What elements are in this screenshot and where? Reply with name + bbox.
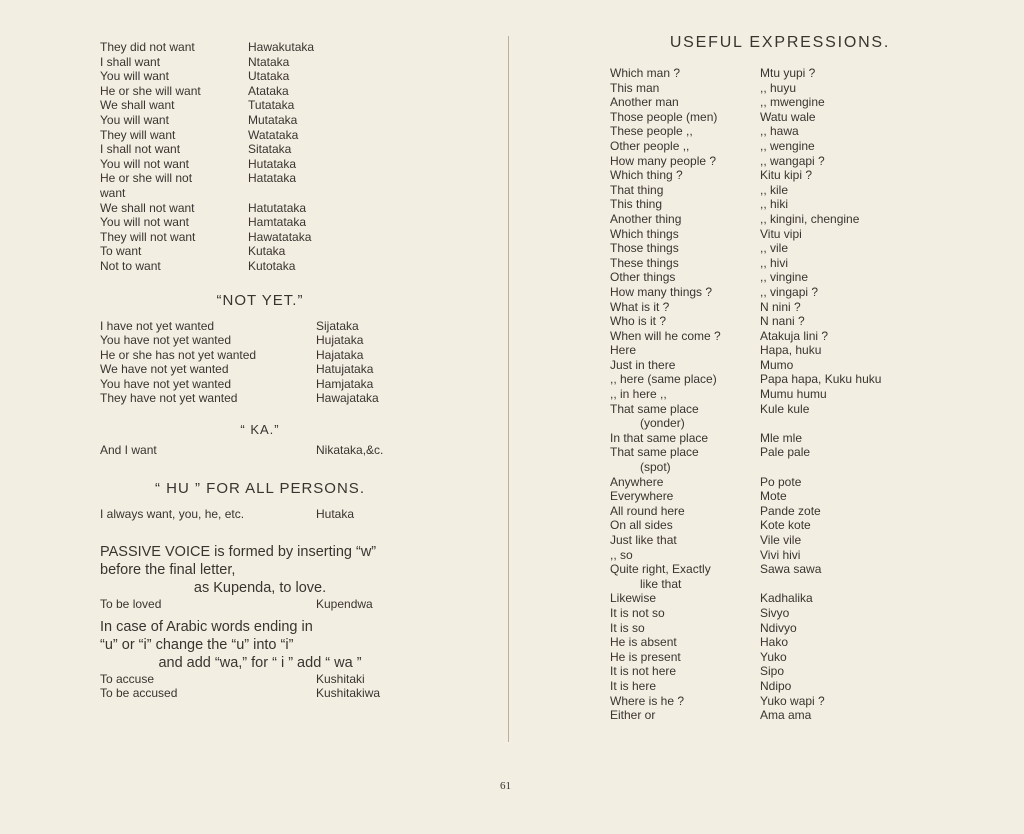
english-phrase: That thing: [610, 182, 664, 197]
passive-english: To be loved: [100, 597, 162, 612]
swahili-phrase: ,, vingapi ?: [760, 284, 819, 299]
english-phrase: To accuse: [100, 671, 155, 686]
swahili-phrase: ,, vingine: [760, 270, 809, 285]
table-row: [610, 197, 950, 212]
table-row: [610, 110, 950, 125]
english-phrase: He or she has not yet wanted: [100, 347, 257, 362]
table-row: [610, 621, 950, 636]
english-phrase: I have not yet wanted: [100, 318, 215, 333]
arabic-line-1: In case of Arabic words ending in: [100, 618, 313, 635]
english-phrase: To be accused: [100, 686, 178, 701]
english-phrase: like that: [640, 576, 682, 591]
swahili-phrase: Hatataka: [248, 171, 297, 186]
table-row: [100, 55, 420, 70]
table-row: [610, 606, 950, 621]
swahili-phrase: Kule kule: [760, 401, 810, 416]
english-phrase: You will not want: [100, 215, 189, 230]
english-phrase: You have not yet wanted: [100, 333, 231, 348]
table-row: [100, 348, 420, 363]
swahili-phrase: Mumo: [760, 357, 794, 372]
passive-row: [100, 597, 420, 612]
english-phrase: How many things ?: [610, 284, 713, 299]
table-row: [100, 259, 420, 274]
english-phrase: That same place: [610, 401, 699, 416]
english-phrase: Other things: [610, 270, 676, 285]
table-row: [610, 460, 950, 475]
table-row: [610, 212, 950, 227]
table-row: [100, 230, 420, 245]
table-row: [100, 201, 420, 216]
swahili-phrase: Hutataka: [248, 156, 297, 171]
table-row: [100, 113, 420, 128]
swahili-phrase: Sitataka: [248, 142, 292, 157]
table-row: [610, 562, 950, 577]
swahili-phrase: ,, wengine: [760, 138, 815, 153]
page-gutter-divider: [508, 36, 509, 742]
swahili-phrase: Watataka: [248, 127, 299, 142]
swahili-phrase: ,, kingini, chengine: [760, 211, 860, 226]
table-row: [100, 157, 420, 172]
swahili-phrase: Pande zote: [760, 503, 821, 518]
not-yet-table: [100, 319, 420, 407]
swahili-phrase: Hawajataka: [316, 391, 379, 406]
table-row: [100, 319, 420, 334]
english-phrase: ,, here (same place): [610, 372, 717, 387]
swahili-phrase: Hawakutaka: [248, 40, 315, 54]
swahili-phrase: Sijataka: [316, 318, 359, 333]
table-row: [100, 672, 420, 687]
swahili-phrase: Ama ama: [760, 708, 812, 723]
table-row: [610, 650, 950, 665]
accuse-table: [100, 672, 420, 701]
swahili-phrase: Mumu humu: [760, 387, 827, 402]
english-phrase: You will want: [100, 69, 169, 84]
english-phrase: You have not yet wanted: [100, 376, 231, 391]
swahili-phrase: Atataka: [248, 83, 289, 98]
table-row: [610, 372, 950, 387]
swahili-phrase: Hajataka: [316, 347, 364, 362]
english-phrase: Just in there: [610, 357, 676, 372]
swahili-phrase: Mle mle: [760, 430, 803, 445]
english-phrase: ,, so: [610, 547, 633, 562]
passive-voice-section: [100, 543, 420, 597]
table-row: [100, 142, 420, 157]
swahili-phrase: Watu wale: [760, 109, 816, 124]
swahili-phrase: Tutataka: [248, 98, 295, 113]
table-row: [610, 124, 950, 139]
table-row: [610, 518, 950, 533]
english-phrase: I shall not want: [100, 142, 181, 157]
table-row: [610, 183, 950, 198]
table-row: [100, 186, 420, 201]
swahili-phrase: Kutotaka: [248, 258, 296, 273]
english-phrase: want: [100, 185, 126, 200]
swahili-phrase: Mtu yupi ?: [760, 66, 816, 80]
useful-expressions-title: USEFUL EXPRESSIONS.: [669, 34, 891, 51]
english-phrase: Quite right, Exactly: [610, 562, 711, 577]
table-row: [610, 168, 950, 183]
english-phrase: How many people ?: [610, 153, 717, 168]
table-row: [610, 139, 950, 154]
table-row: [100, 377, 420, 392]
left-page: [100, 40, 420, 701]
english-phrase: It is so: [610, 620, 645, 635]
table-row: [610, 664, 950, 679]
table-row: [610, 314, 950, 329]
hu-heading: “ HU ” FOR ALL PERSONS.: [155, 479, 365, 497]
swahili-phrase: ,, hawa: [760, 124, 799, 139]
swahili-phrase: ,, vile: [760, 241, 789, 256]
english-phrase: Those things: [610, 241, 679, 256]
english-phrase: We have not yet wanted: [100, 362, 229, 377]
table-row: [100, 362, 420, 377]
table-row: [610, 256, 950, 271]
english-phrase: Which thing ?: [610, 168, 683, 183]
swahili-phrase: ,, hivi: [760, 255, 789, 270]
english-phrase: ,, in here ,,: [610, 387, 667, 402]
table-row: [610, 66, 950, 81]
english-phrase: This man: [610, 80, 660, 95]
english-phrase: To want: [100, 244, 142, 259]
english-phrase: Those people (men): [610, 109, 718, 124]
table-row: [610, 533, 950, 548]
table-row: [610, 241, 950, 256]
swahili-phrase: Utataka: [248, 69, 290, 84]
table-row: [100, 84, 420, 99]
english-phrase: These people ,,: [610, 124, 693, 139]
english-phrase: I shall want: [100, 54, 161, 69]
table-row: [610, 81, 950, 96]
swahili-phrase: Pale pale: [760, 445, 811, 460]
english-phrase: You will not want: [100, 156, 189, 171]
swahili-phrase: Sivyo: [760, 605, 790, 620]
swahili-phrase: Sipo: [760, 664, 785, 679]
english-phrase: Which man ?: [610, 66, 681, 80]
table-row: [610, 679, 950, 694]
swahili-phrase: Hatujataka: [316, 362, 374, 377]
english-phrase: We shall want: [100, 98, 175, 113]
english-phrase: They have not yet wanted: [100, 391, 238, 406]
table-row: [610, 489, 950, 504]
table-row: [610, 270, 950, 285]
arabic-line-3: and add “wa,” for “ i ” add “ wa ”: [158, 654, 362, 671]
english-phrase: It is not here: [610, 664, 677, 679]
swahili-phrase: Hapa, huku: [760, 343, 822, 358]
ka-english: And I want: [100, 443, 157, 458]
swahili-phrase: Kutaka: [248, 244, 286, 259]
table-row: [610, 475, 950, 490]
table-row: [610, 402, 950, 417]
hu-english: I always want, you, he, etc.: [100, 506, 245, 521]
table-row: [610, 504, 950, 519]
english-phrase: Where is he ?: [610, 693, 685, 708]
table-row: [100, 244, 420, 259]
swahili-phrase: Hamtataka: [248, 215, 307, 230]
swahili-phrase: Yuko wapi ?: [760, 693, 825, 708]
swahili-phrase: Ntataka: [248, 54, 290, 69]
swahili-phrase: Kote kote: [760, 518, 811, 533]
swahili-phrase: ,, wangapi ?: [760, 153, 825, 168]
ka-swahili: Nikataka,&c.: [316, 443, 384, 458]
swahili-phrase: Kitu kipi ?: [760, 168, 813, 183]
english-phrase: It is here: [610, 678, 657, 693]
table-row: [610, 548, 950, 563]
english-phrase: This thing: [610, 197, 663, 212]
english-phrase: It is not so: [610, 605, 665, 620]
swahili-phrase: Mote: [760, 489, 787, 504]
english-phrase: What is it ?: [610, 299, 670, 314]
english-phrase: He is absent: [610, 635, 677, 650]
english-phrase: Another man: [610, 95, 679, 110]
swahili-phrase: Hamjataka: [316, 376, 374, 391]
table-row: [610, 431, 950, 446]
table-row: [610, 416, 950, 431]
english-phrase: He or she will want: [100, 83, 201, 98]
swahili-phrase: ,, huyu: [760, 80, 797, 95]
arabic-section: [100, 618, 420, 672]
table-row: [610, 343, 950, 358]
table-row: [610, 635, 950, 650]
english-phrase: We shall not want: [100, 200, 195, 215]
swahili-phrase: Vile vile: [760, 533, 802, 547]
swahili-phrase: Papa hapa, Kuku huku: [760, 372, 882, 387]
swahili-phrase: Vivi hivi: [760, 547, 801, 562]
english-phrase: Just like that: [610, 533, 677, 547]
english-phrase: All round here: [610, 503, 685, 518]
passive-example-line: as Kupenda, to love.: [193, 580, 327, 597]
swahili-phrase: N nini ?: [760, 299, 801, 314]
ka-row: [100, 443, 420, 458]
table-row: [610, 577, 950, 592]
table-row: [100, 128, 420, 143]
english-phrase: These things: [610, 255, 679, 270]
swahili-phrase: Ndivyo: [760, 620, 797, 635]
table-row: [610, 445, 950, 460]
english-phrase: They will not want: [100, 229, 196, 244]
swahili-phrase: N nani ?: [760, 314, 805, 329]
table-row: [100, 333, 420, 348]
english-phrase: (spot): [640, 460, 671, 475]
swahili-phrase: ,, hiki: [760, 197, 789, 212]
table-row: [100, 98, 420, 113]
passive-swahili: Kupendwa: [316, 597, 373, 612]
table-row: [610, 591, 950, 606]
english-phrase: They did not want: [100, 40, 195, 54]
table-row: [610, 708, 950, 723]
swahili-phrase: Mutataka: [248, 112, 298, 127]
swahili-phrase: Po pote: [760, 474, 802, 489]
swahili-phrase: ,, kile: [760, 182, 789, 197]
swahili-phrase: Kushitaki: [316, 671, 365, 686]
swahili-phrase: ,, mwengine: [760, 95, 825, 110]
hu-swahili: Hutaka: [316, 506, 355, 521]
swahili-phrase: Kushitakiwa: [316, 686, 381, 701]
swahili-phrase: Hujataka: [316, 333, 364, 348]
table-row: [610, 387, 950, 402]
table-row: [100, 391, 420, 406]
english-phrase: Other people ,,: [610, 138, 690, 153]
english-phrase: He is present: [610, 649, 681, 664]
swahili-phrase: Vitu vipi: [760, 226, 802, 241]
english-phrase: Which things: [610, 226, 679, 241]
english-phrase: When will he come ?: [610, 328, 721, 343]
table-row: [100, 215, 420, 230]
swahili-phrase: Ndipo: [760, 678, 792, 693]
english-phrase: Another thing: [610, 211, 682, 226]
page-number: 61: [500, 780, 511, 792]
english-phrase: You will want: [100, 112, 169, 127]
table-row: [610, 329, 950, 344]
english-phrase: He or she will not: [100, 171, 193, 186]
english-phrase: Likewise: [610, 591, 657, 606]
english-phrase: Not to want: [100, 258, 161, 273]
swahili-phrase: Yuko: [760, 649, 787, 664]
table-row: [610, 95, 950, 110]
right-page: [610, 34, 950, 723]
table-row: [100, 686, 420, 701]
english-phrase: They will want: [100, 127, 176, 142]
table-row: [100, 69, 420, 84]
english-phrase: (yonder): [640, 416, 685, 431]
english-phrase: In that same place: [610, 430, 709, 445]
english-phrase: Who is it ?: [610, 314, 667, 329]
table-row: [610, 358, 950, 373]
swahili-phrase: Hatutataka: [248, 200, 307, 215]
table-row: [610, 300, 950, 315]
swahili-phrase: Hawatataka: [248, 229, 312, 244]
table-row: [610, 154, 950, 169]
english-phrase: Everywhere: [610, 489, 674, 504]
english-phrase: Either or: [610, 708, 656, 723]
english-phrase: Anywhere: [610, 474, 664, 489]
table-row: [610, 694, 950, 709]
expressions-table: [610, 66, 950, 723]
swahili-phrase: Sawa sawa: [760, 562, 822, 577]
english-phrase: Here: [610, 343, 637, 358]
table-row: [100, 40, 420, 55]
not-yet-heading: “NOT YET.”: [216, 291, 304, 309]
ka-heading: “ KA.”: [240, 422, 280, 438]
arabic-line-2: “u” or “i” change the “u” into “i”: [100, 636, 294, 653]
passive-title: PASSIVE VOICE is formed by inserting “w” before the final letter,: [100, 544, 377, 579]
swahili-phrase: Hako: [760, 635, 789, 650]
english-phrase: On all sides: [610, 518, 673, 533]
future-tense-table: [100, 40, 420, 274]
english-phrase: That same place: [610, 445, 699, 460]
swahili-phrase: Kadhalika: [760, 591, 813, 606]
table-row: [610, 285, 950, 300]
table-row: [100, 171, 420, 186]
swahili-phrase: Atakuja lini ?: [760, 328, 829, 343]
table-row: [610, 227, 950, 242]
hu-row: [100, 507, 420, 522]
